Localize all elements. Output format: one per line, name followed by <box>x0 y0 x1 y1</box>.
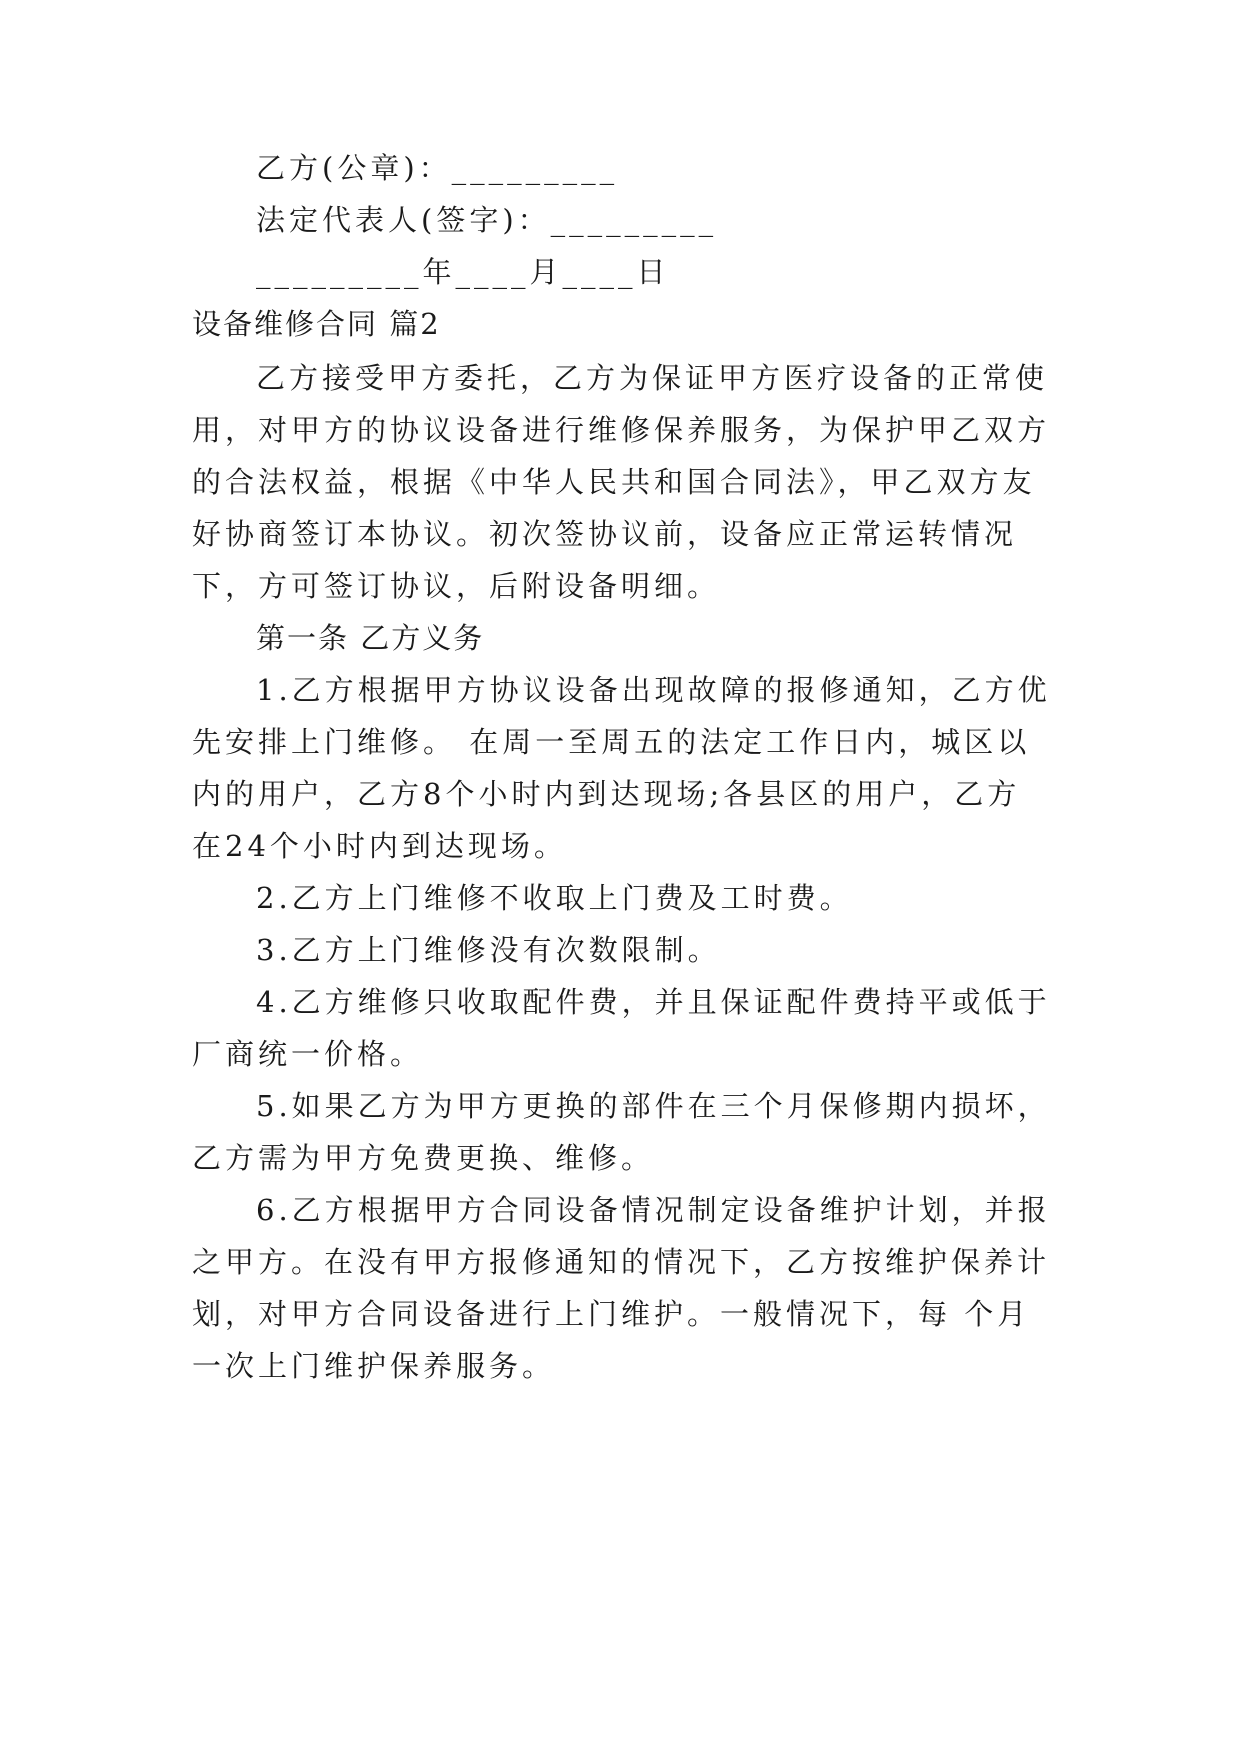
party-b-seal-line: 乙方(公章)：_________ <box>256 151 619 185</box>
clause-4-line: 4.乙方维修只收取配件费，并且保证配件费持平或低于 <box>256 985 1051 1019</box>
clause-1-line: 在24个小时内到达现场。 <box>192 829 567 863</box>
clause-1-line: 1.乙方根据甲方协议设备出现故障的报修通知，乙方优 <box>256 673 1051 707</box>
intro-line: 乙方接受甲方委托，乙方为保证甲方医疗设备的正常使 <box>256 361 1049 395</box>
clause-5-line: 5.如果乙方为甲方更换的部件在三个月保修期内损坏， <box>256 1089 1051 1123</box>
clause-6-line: 之甲方。在没有甲方报修通知的情况下，乙方按维护保养计 <box>192 1245 1051 1279</box>
clause-5-line: 乙方需为甲方免费更换、维修。 <box>192 1141 655 1175</box>
article-title: 第一条 乙方义务 <box>256 621 485 655</box>
clause-6-line: 一次上门维护保养服务。 <box>192 1349 556 1383</box>
intro-line: 好协商签订本协议。初次签协议前，设备应正常运转情况 <box>192 517 1018 551</box>
clause-6-line: 6.乙方根据甲方合同设备情况制定设备维护计划，并报 <box>256 1193 1051 1227</box>
clause-1-line: 先安排上门维修。 在周一至周五的法定工作日内，城区以 <box>192 725 1031 759</box>
intro-line: 下，方可签订协议，后附设备明细。 <box>192 569 721 603</box>
section-title: 设备维修合同 篇2 <box>192 307 441 341</box>
clause-1-line: 内的用户，乙方8个小时内到达现场;各县区的用户，乙方 <box>192 777 1021 811</box>
clause-2: 2.乙方上门维修不收取上门费及工时费。 <box>256 881 853 915</box>
intro-line: 的合法权益，根据《中华人民共和国合同法》，甲乙双方友 <box>192 465 1036 499</box>
legal-rep-sign-line: 法定代表人(签字)：_________ <box>256 203 718 237</box>
intro-line: 用，对甲方的协议设备进行维修保养服务，为保护甲乙双方 <box>192 413 1051 447</box>
clause-4-line: 厂商统一价格。 <box>192 1037 424 1071</box>
date-line: _________年____月____日 <box>256 255 670 289</box>
clause-3: 3.乙方上门维修没有次数限制。 <box>256 933 721 967</box>
clause-6-line: 划，对甲方合同设备进行上门维护。一般情况下，每 个月 <box>192 1297 1031 1331</box>
